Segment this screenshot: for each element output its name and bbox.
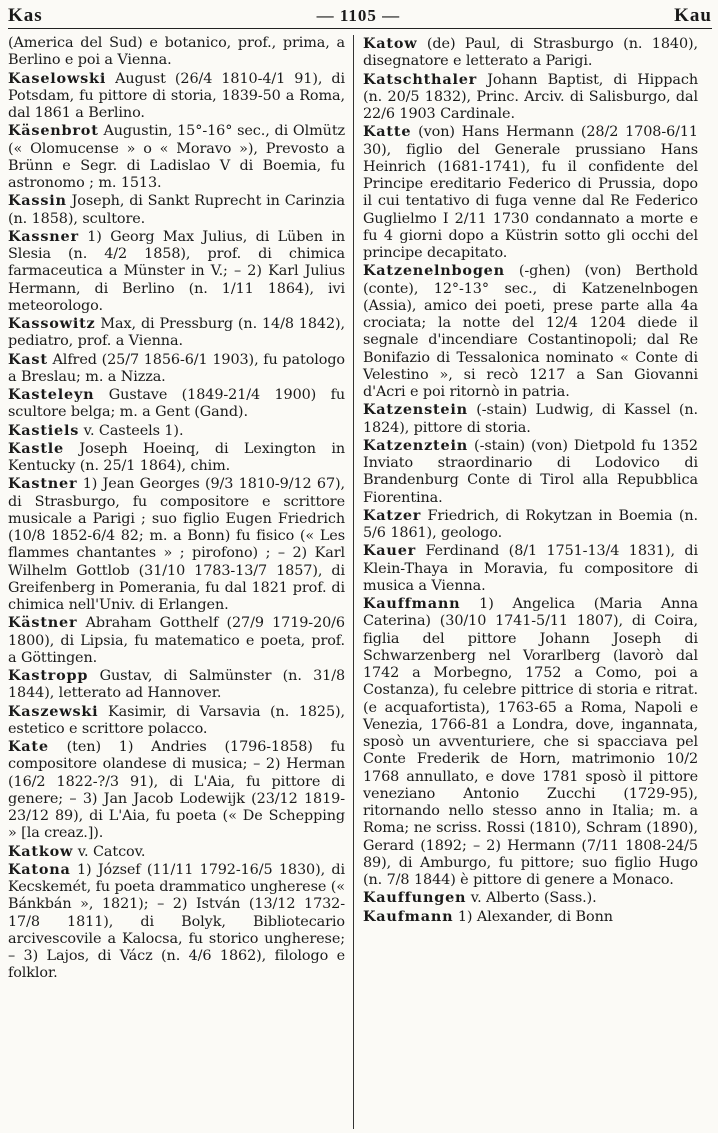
dictionary-entry [8, 192, 345, 228]
entry-text: August (26/4 1810-4/1 91), di Potsdam, fu pittore di storia, 1839-50 a Roma, dal 1861 a Berlino. [8, 70, 345, 121]
entry-headword: Katzenztein [363, 436, 468, 454]
dictionary-entry [8, 422, 345, 440]
entry-text: (-stain) Ludwig, di Kassel (n. 1824), pittore di storia. [363, 402, 698, 436]
entry-headword: Kassner [8, 227, 79, 245]
dictionary-entry [8, 315, 345, 351]
entry-text: v. Catcov. [73, 843, 146, 860]
entry-text: Max, di Pressburg (n. 14/8 1842), pediatro, prof. a Vienna. [8, 316, 345, 350]
entry-headword: Kasteleyn [8, 386, 95, 403]
entry-text: 1) József (11/11 1792-16/5 1830), di Kecskemét, fu poeta drammatico ungherese (« Bánkbán », 1821); – 2) István (13/12 1732-17/8 1811), di Bolyk, Bibliotecario arcivescovile a Kalocsa, fu storico ungherese; – 3) Lajos, di Vácz (n. 4/6 1862), filologo e folklor. [8, 861, 345, 982]
dictionary-entry [8, 667, 345, 703]
dictionary-entry [363, 262, 698, 401]
right-column [353, 35, 698, 1129]
entry-text: Joseph Hoeinq, di Lexington in Kentucky (n. 25/1 1864), chim. [8, 440, 345, 474]
entry-headword: Katte [363, 123, 412, 141]
entry-text: 1) Jean Georges (9/3 1810-9/12 67), di Strasburgo, fu compositore e scrittore musicale a Parigi ; suo figlio Eugen Friedrich (10/8 1852-6/4 82; m. a Bonn) fu fisico (« Les flammes chantantes » ; pirofono) ; – 2) Karl Wilhelm Gottlob (31/10 1783-13/7 1857), di Greifenberg in Pomerania, fu dal 1821 prof. di chimica nell'Univ. di Erlangen. [8, 476, 345, 613]
entry-headword: Katona [8, 860, 71, 878]
columns [8, 35, 712, 1129]
dictionary-entry [363, 123, 698, 262]
entry-headword: Kassowitz [8, 315, 96, 332]
entry-headword: Kate [8, 738, 49, 755]
entry-text: (-stain) (von) Dietpold fu 1352 Inviato straordinario di Lodovico di Brandenburg Conte di Tirol alla Repubblica Fiorentina. [363, 437, 698, 506]
dictionary-entry [8, 738, 345, 843]
entry-headword: Kastropp [8, 667, 89, 684]
dictionary-entry [8, 228, 345, 315]
dictionary-entry [363, 71, 698, 124]
entry-text: (ten) 1) Andries (1796-1858) fu compositore olandese di musica; – 2) Herman (16/2 1822-?/3 91), di L'Aia, fu pittore di genere; – 3) Jan Jacob Lodewijk (23/12 1819-23/12 89), di L'Aia, fu poeta (« De Schepping » [la creaz.]). [8, 739, 345, 842]
dictionary-entry [8, 35, 345, 70]
dictionary-entry [8, 70, 345, 123]
entry-headword: Kauffungen [363, 889, 467, 907]
entry-headword: Katkow [8, 842, 74, 860]
page-header [8, 4, 712, 29]
dictionary-entry [8, 475, 345, 614]
entry-text: 1) Angelica (Maria Anna Caterina) (30/10 1741-5/11 1807), di Coira, figlia del pittore Johann Joseph di Schwarzenberg nel Vorarlberg (lavorò dal 1742 a Morbegno, 1752 a Como, poi a Costanza), fu celebre pittrice di storia e ritrat. (e acquafortista), 1763-65 a Roma, Napoli e Venezia, 1766-81 a Londra, dove, ingannata, sposò un avventuriere, che si spacciava pel Conte Frederik de Horn, matrimonio 10/2 1768 annullato, e dove 1781 sposò il pittore veneziano Antonio Zucchi (1729-95), ritornando nello stesso anno in Italia; m. a Roma; ne scriss. Rossi (1810), Schram (1890), Gerard (1892; – 2) Hermann (7/11 1808-24/5 89), di Amburgo, fu pittore; suo figlio Hugo (n. 7/8 1844) è pittore di genere a Monaco. [363, 596, 698, 888]
entry-text: (-ghen) (von) Berthold (conte), 12°-13° sec., di Katzenelnbogen (Assia), amico dei poeti, prese parte alla 4a crociata; la notte del 12/4 1204 diede il segnale d'incendiare Costantinopoli; dal Re Bonifazio di Tessalonica nominato « Conte di Velestino », si recò 1217 a San Giovanni d'Acri e poi ritornò in patria. [363, 263, 698, 400]
entry-headword: Kästner [8, 614, 78, 632]
dictionary-entry [8, 703, 345, 739]
dictionary-entry [8, 843, 345, 861]
dictionary-entry [363, 437, 698, 507]
dictionary-entry [8, 861, 345, 983]
entry-headword: Katzenstein [363, 401, 468, 419]
dictionary-entry [363, 542, 698, 595]
entry-headword: Katschthaler [363, 70, 478, 88]
entry-text: Abraham Gotthelf (27/9 1719-20/6 1800), di Lipsia, fu matematico e poeta, prof. a Göttingen. [8, 615, 345, 666]
entry-text: Johann Baptist, di Hippach (n. 20/5 1832), Princ. Arciv. di Salisburgo, dal 22/6 1903 Cardinale. [363, 71, 698, 122]
entry-headword: Kaselowski [8, 69, 107, 87]
entry-headword: Kast [8, 350, 48, 368]
dictionary-entry [363, 401, 698, 437]
entry-headword: Käsenbrot [8, 122, 99, 140]
entry-headword: Katzer [363, 506, 422, 524]
entry-text: Kasimir, di Varsavia (n. 1825), estetico e scrittore polacco. [8, 703, 345, 737]
entry-text: Friedrich, di Rokytzan in Boemia (n. 5/6 1861), geologo. [363, 507, 698, 541]
entry-text: 1) Alexander, di Bonn [453, 908, 613, 925]
page-number: — 1105 — [316, 6, 401, 25]
entry-headword: Kauffmann [363, 595, 461, 612]
entry-text: Alfred (25/7 1856-6/1 1903), fu patologo a Breslau; m. a Nizza. [8, 351, 345, 385]
dictionary-entry [8, 351, 345, 387]
dictionary-entry [363, 889, 698, 907]
dictionary-entry [8, 386, 345, 422]
dictionary-entry [363, 595, 698, 889]
dictionary-entry [363, 507, 698, 543]
entry-text: Augustin, 15°-16° sec., di Olmütz (« Olomucense » o « Moravo »), Prevosto a Brünn e Segr. di Ladislao V di Boemia, fu astronomo ; m. 1513. [8, 123, 345, 191]
entry-headword: Kaufmann [363, 907, 454, 925]
header-right-keyword: Kau [674, 5, 712, 26]
entry-text: v. Casteels 1). [79, 422, 184, 439]
entry-text: v. Alberto (Sass.). [466, 890, 597, 907]
header-left-keyword: Kas [8, 5, 43, 26]
entry-headword: Katow [363, 35, 418, 52]
left-column [8, 35, 353, 1129]
entry-headword: Kastner [8, 475, 78, 493]
entry-text: (America del Sud) e botanico, prof., prima, a Berlino e poi a Vienna. [8, 35, 345, 69]
dictionary-entry [8, 122, 345, 192]
entry-text: Gustav, di Salmünster (n. 31/8 1844), letterato ad Hannover. [8, 668, 345, 702]
entry-text: Joseph, di Sankt Ruprecht in Carinzia (n. 1858), scultore. [8, 193, 345, 227]
entry-headword: Kauer [363, 542, 417, 560]
entry-text: Ferdinand (8/1 1751-13/4 1831), di Klein-Thaya in Moravia, fu compositore di musica a Vienna. [363, 543, 698, 594]
dictionary-entry [8, 440, 345, 476]
entry-headword: Katzenelnbogen [363, 262, 505, 280]
dictionary-entry [363, 35, 698, 71]
entry-headword: Kaszewski [8, 702, 99, 720]
entry-text: (de) Paul, di Strasburgo (n. 1840), disegnatore e letterato a Parigi. [363, 36, 698, 70]
entry-headword: Kassin [8, 192, 67, 210]
entry-text: 1) Georg Max Julius, di Lüben in Slesia (n. 4/2 1858), prof. di chimica farmaceutica a Münster in V.; – 2) Karl Julius Hermann, di Berlino (n. 1/11 1864), ivi meteorologo. [8, 228, 345, 314]
entry-text: (von) Hans Hermann (28/2 1708-6/11 30), figlio del Generale prussiano Hans Heinrich (1681-1741), fu il confidente del Principe ereditario Federico di Prussia, dopo il cui tentativo di fuga venne dal Re Federico Guglielmo I 2/11 1730 condannato a morte e fu 4 giorni dopo a Küstrin sotto gli occhi del principe decapitato. [363, 124, 698, 261]
dictionary-entry [8, 614, 345, 667]
entry-headword: Kastiels [8, 421, 80, 439]
entry-text: Gustave (1849-21/4 1900) fu scultore belga; m. a Gent (Gand). [8, 387, 345, 421]
entry-headword: Kastle [8, 439, 65, 457]
dictionary-entry [363, 908, 698, 926]
